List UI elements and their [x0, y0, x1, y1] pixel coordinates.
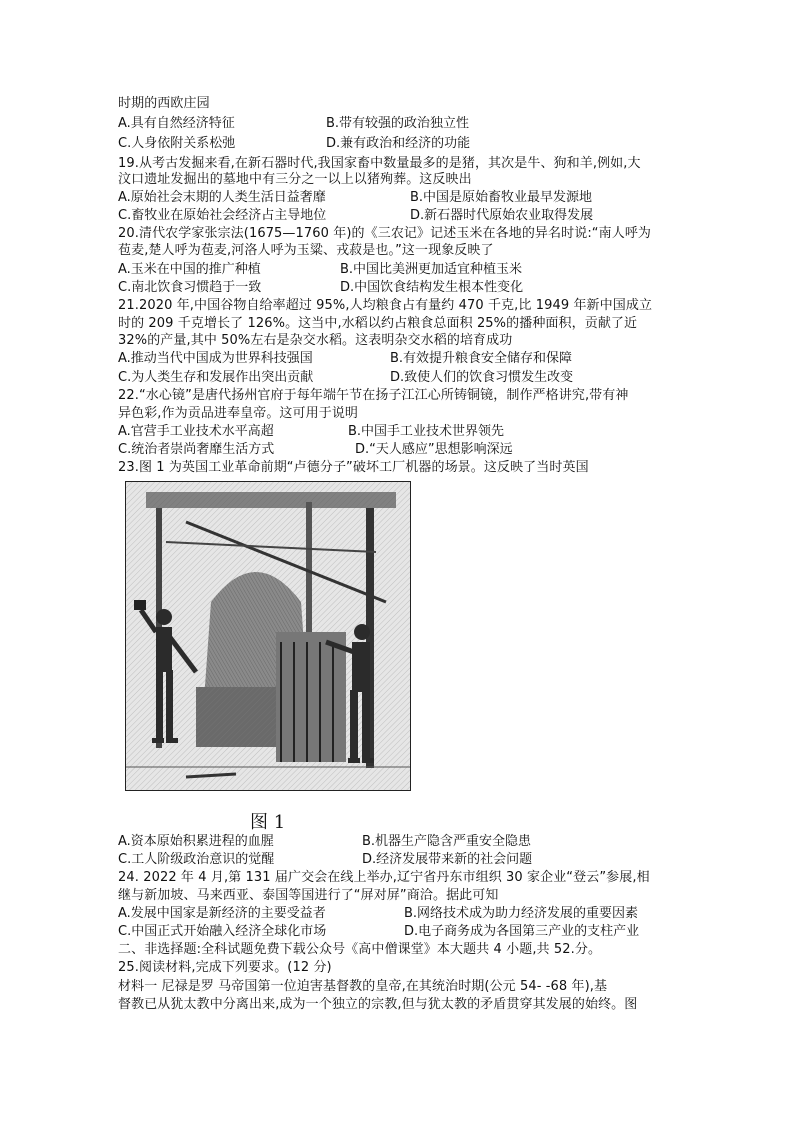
option-a: A.具有自然经济特征 — [118, 116, 235, 131]
material-text: 材料一 尼禄是罗 马帝国第一位迫害基督教的皇帝,在其统治时期(公元 54- -68 年),基 — [118, 979, 608, 994]
option-b: B.网络技术成为助力经济发展的重要因素 — [404, 906, 639, 921]
option-d: D.中国饮食结构发生根本性变化 — [340, 280, 524, 295]
option-b: B.中国手工业技术世界领先 — [348, 424, 505, 439]
option-a: A.资本原始积累进程的血腥 — [118, 834, 274, 849]
option-a: A.玉米在中国的推广种植 — [118, 262, 261, 277]
option-c: C.中国正式开始融入经济全球化市场 — [118, 924, 327, 939]
material-text: 督教已从犹太教中分离出来,成为一个独立的宗教,但与犹太教的矛盾贯穿其发展的始终。图 — [118, 997, 638, 1012]
option-b: B.机器生产隐含严重安全隐患 — [362, 834, 532, 849]
option-b: B.中国比美洲更加适宜种植玉米 — [340, 262, 523, 277]
option-c: C.人身依附关系松弛 — [118, 136, 236, 151]
option-a: A.官营手工业技术水平高超 — [118, 424, 274, 439]
question-20-text: 20.清代农学家张宗法(1675—1760 年)的《三农记》记述玉米在各地的异名时说:“南人呼为 — [118, 226, 652, 241]
option-c: C.畜牧业在原始社会经济占主导地位 — [118, 208, 327, 223]
option-d: D.电子商务成为各国第三产业的支柱产业 — [404, 924, 640, 939]
question-22-text: 异色彩,作为贡品进奉皇帝。这可用于说明 — [118, 406, 359, 421]
question-23-text: 23.图 1 为英国工业革命前期“卢德分子”破坏工厂机器的场景。这反映了当时英国 — [118, 460, 589, 475]
question-24-text: 继与新加坡、马来西亚、泰国等国进行了“屏对屏”商洽。据此可知 — [118, 888, 499, 903]
question-21-text: 32%的产量,其中 50%左右是杂交水稻。这表明杂交水稻的培育成功 — [118, 333, 513, 348]
option-c: C.南北饮食习惯趋于一致 — [118, 280, 262, 295]
option-a: A.原始社会末期的人类生活日益奢靡 — [118, 190, 326, 205]
question-21-text: 21.2020 年,中国谷物自给率超过 95%,人均粮食占有量约 470 千克,比 1949 年新中国成立 — [118, 298, 653, 313]
option-a: A.推动当代中国成为世界科技强国 — [118, 351, 313, 366]
option-d: D.兼有政治和经济的功能 — [326, 136, 471, 151]
section-heading: 二、非选择题:全科试题免费下载公众号《高中僧课堂》本大题共 4 小题,共 52.分。 — [118, 942, 602, 957]
option-d: D.致使人们的饮食习惯发生改变 — [390, 370, 574, 385]
question-21-text: 时的 209 千克增长了 126%。这当中,水稻以约占粮食总面积 25%的播种面积，贡献了近 — [118, 316, 638, 331]
question-19-text: 汶口遗址发掘出的墓地中有三分之一以上以猪殉葬。这反映出 — [118, 172, 472, 187]
figure-1-luddites-engraving — [125, 481, 411, 791]
text-line: 时期的西欧庄园 — [118, 96, 210, 111]
option-d: D.新石器时代原始农业取得发展 — [410, 208, 594, 223]
option-c: C.统治者崇尚奢靡生活方式 — [118, 442, 275, 457]
option-a: A.发展中国家是新经济的主要受益者 — [118, 906, 326, 921]
question-20-text: 苞麦,楚人呼为苞麦,河洛人呼为玉粱、戎菽是也。”这一现象反映了 — [118, 243, 494, 258]
option-b: B.中国是原始畜牧业最早发源地 — [410, 190, 593, 205]
option-c: C.为人类生存和发展作出突出贡献 — [118, 370, 314, 385]
option-b: B.有效提升粮食安全储存和保障 — [390, 351, 573, 366]
option-b: B.带有较强的政治独立性 — [326, 116, 470, 131]
question-25-text: 25.阅读材料,完成下列要求。(12 分) — [118, 960, 332, 975]
question-22-text: 22.“水心镜”是唐代扬州官府于每年端午节在扬子江江心所铸铜镜，制作严格讲究,带有神 — [118, 388, 629, 403]
option-d: D.经济发展带来新的社会问题 — [362, 852, 533, 867]
option-c: C.工人阶级政治意识的觉醒 — [118, 852, 275, 867]
option-d: D.“天人感应”思想影响深远 — [355, 442, 513, 457]
question-19-text: 19.从考古发掘来看,在新石器时代,我国家畜中数量最多的是猪，其次是牛、狗和羊,例如,大 — [118, 156, 641, 171]
figure-caption: 图 1 — [250, 812, 286, 833]
question-24-text: 24. 2022 年 4 月,第 131 届广交会在线上举办,辽宁省丹东市组织 30 家企业“登云”参展,相 — [118, 870, 650, 885]
